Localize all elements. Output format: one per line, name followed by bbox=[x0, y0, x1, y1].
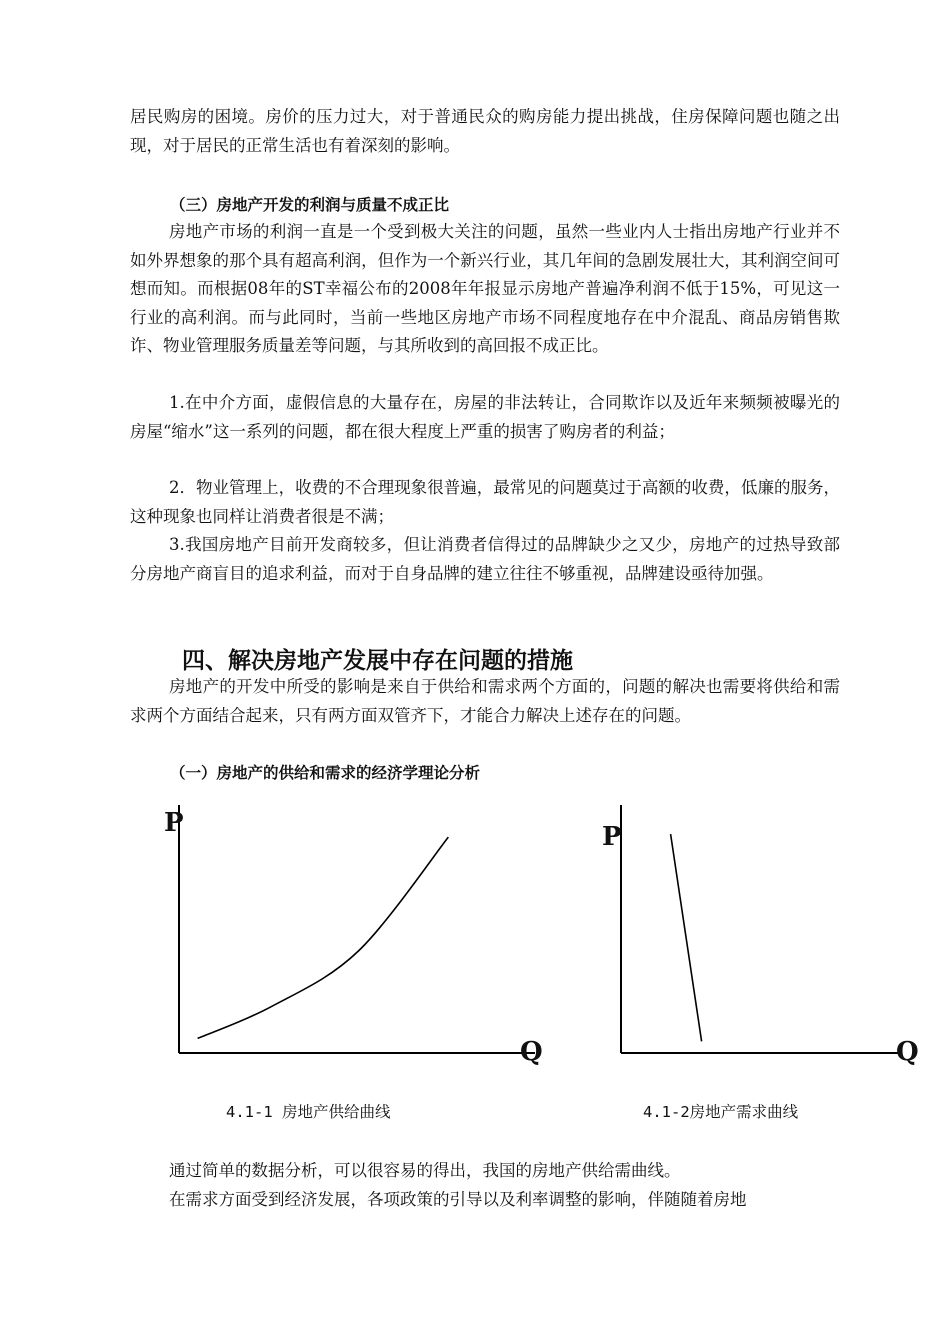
chapter-heading-4: 四、解决房地产发展中存在问题的措施 bbox=[182, 648, 573, 674]
paragraph-6: 房地产的开发中所受的影响是来自于供给和需求两个方面的，问题的解决也需要将供给和需求两个方面结合起来，只有两方面双管齐下，才能合力解决上述存在的问题。 bbox=[130, 677, 840, 725]
paragraph-4: 2．物业管理上，收费的不合理现象很普遍，最常见的问题莫过于高额的收费，低廉的服务，这种现象也同样让消费者很是不满； bbox=[130, 478, 840, 526]
paragraph-5: 3.我国房地产目前开发商较多，但让消费者信得过的品牌缺少之又少，房地产的过热导致部分房地产商盲目的追求利益，而对于自身品牌的建立往往不够重视，品牌建设亟待加强。 bbox=[130, 535, 840, 583]
paragraph-3: 1.在中介方面，虚假信息的大量存在，房屋的非法转让，合同欺诈以及近年来频频被曝光的房屋“缩水”这一系列的问题，都在很大程度上严重的损害了购房者的利益； bbox=[130, 393, 840, 441]
demand-x-label: Q bbox=[896, 1037, 919, 1067]
supply-x-label: Q bbox=[520, 1037, 543, 1067]
demand-curve-line bbox=[671, 834, 702, 1041]
supply-caption: 4.1-1 房地产供给曲线 bbox=[226, 1103, 391, 1121]
supply-curve-chart bbox=[160, 800, 550, 1070]
demand-caption: 4.1-2房地产需求曲线 bbox=[643, 1103, 799, 1121]
supply-curve-line bbox=[198, 837, 449, 1038]
paragraph-1: 居民购房的困境。房价的压力过大，对于普通民众的购房能力提出挑战，住房保障问题也随之出现，对于居民的正常生活也有着深刻的影响。 bbox=[130, 107, 840, 155]
demand-curve-chart bbox=[600, 800, 920, 1070]
paragraph-2: 房地产市场的利润一直是一个受到极大关注的问题，虽然一些业内人士指出房地产行业并不如外界想象的那个具有超高利润，但作为一个新兴行业，其几年间的急剧发展壮大，其利润空间可想而知。而根据08年的ST幸福公布的2008年年报显示房地产普遍净利润不低于15%，可见这一行业的高利润。而与此同时，当前一些地区房地产市场不同程度地存在中介混乱、商品房销售欺诈、物业管理服务质量差等问题，与其所收到的高回报不成正比。 bbox=[130, 222, 840, 355]
section-heading-3: （三）房地产开发的利润与质量不成正比 bbox=[170, 196, 450, 214]
section-heading-1: （一）房地产的供给和需求的经济学理论分析 bbox=[170, 764, 481, 782]
paragraph-8: 在需求方面受到经济发展，各项政策的引导以及利率调整的影响，伴随随着房地 bbox=[169, 1190, 747, 1209]
paragraph-7: 通过简单的数据分析，可以很容易的得出，我国的房地产供给需曲线。 bbox=[169, 1161, 681, 1180]
supply-y-label: P bbox=[164, 808, 184, 838]
demand-y-label: P bbox=[602, 822, 622, 852]
